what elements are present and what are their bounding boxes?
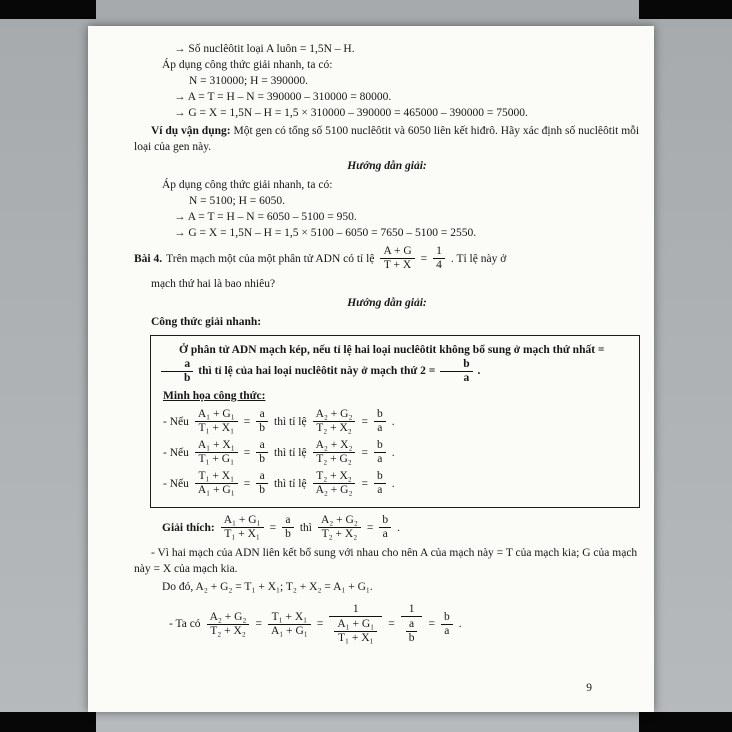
- fraction-denominator: [329, 617, 382, 645]
- fraction-numerator: A₂ + G₂: [318, 514, 361, 528]
- fraction-denominator: A₂ + G₂: [315, 484, 353, 496]
- photo-corner-bar-top-right: [639, 0, 732, 19]
- fraction-denominator: T₂ + X₂: [321, 528, 358, 540]
- fraction: [406, 618, 418, 645]
- fraction-numerator: A₁ + X₁: [195, 439, 238, 453]
- explanation-line: [162, 514, 640, 541]
- fraction-numerator: a: [256, 439, 268, 453]
- equals-sign: =: [388, 618, 395, 630]
- fraction-denominator: T₁ + X₁: [224, 528, 260, 540]
- fraction-denominator: T₁ + G₁: [198, 453, 235, 465]
- fraction-numerator: 1: [401, 603, 423, 617]
- fraction: [268, 611, 311, 638]
- fraction-numerator: A₁ + G₁: [195, 408, 238, 422]
- exercise-text: Trên mạch một của một phân tử ADN có tỉ lệ: [166, 252, 375, 265]
- fraction: [195, 408, 238, 435]
- fraction-denominator: T₂ + X₂: [210, 624, 246, 637]
- fraction-numerator: b: [374, 470, 386, 484]
- fraction-numerator: A₂ + G₂: [207, 611, 250, 625]
- fraction-numerator: A₂ + G₂: [313, 408, 356, 422]
- fraction: [374, 470, 386, 497]
- formula-row: [163, 439, 631, 466]
- example-label: Ví dụ vận dụng:: [151, 125, 231, 137]
- fraction: [441, 611, 453, 638]
- fraction: [374, 439, 386, 466]
- fraction-denominator: b: [259, 422, 265, 434]
- exercise-text-continued: mạch thứ hai là bao nhiêu?: [151, 278, 276, 290]
- fraction-denominator: A₁ + G₁: [197, 484, 235, 496]
- formula-text: thì tỉ lệ của hai loại nuclêôtit này ở mạch thứ 2 =: [198, 365, 436, 378]
- fraction: [334, 618, 377, 645]
- guide-heading: Hướng dẫn giải:: [347, 297, 427, 309]
- equals-sign: =: [361, 477, 368, 490]
- text-line: N = 5100; H = 6050.: [189, 195, 286, 207]
- fraction: [195, 470, 238, 497]
- row-text: thì tỉ lệ: [274, 477, 307, 490]
- equals-sign: =: [420, 252, 428, 265]
- equals-sign: =: [366, 521, 374, 534]
- illustration-heading: Minh họa công thức:: [163, 390, 266, 402]
- row-text: - Nếu: [163, 477, 189, 490]
- fraction: [161, 358, 193, 385]
- row-text: - Nếu: [163, 415, 189, 428]
- compound-fraction: [329, 603, 382, 645]
- equals-sign: =: [243, 415, 251, 428]
- text-line: → A = T = H – N = 390000 – 310000 = 80000.: [174, 91, 392, 103]
- fraction-denominator: a: [382, 528, 388, 540]
- row-text: thì: [299, 521, 312, 534]
- exercise-text: . Tỉ lệ này ở: [450, 252, 507, 265]
- fraction: [433, 245, 445, 272]
- row-text: thì tỉ lệ: [274, 415, 307, 428]
- text-line: N = 310000; H = 390000.: [189, 75, 309, 87]
- row-text: thì tỉ lệ: [274, 446, 307, 459]
- equals-sign: =: [243, 477, 251, 490]
- fraction-numerator: T₂ + X₂: [313, 470, 356, 484]
- fraction: [313, 439, 356, 466]
- fraction-denominator: T₁ + X₁: [198, 422, 235, 434]
- row-text: - Ta có: [169, 618, 201, 630]
- fraction-denominator: b: [285, 528, 291, 540]
- fraction-numerator: a: [256, 470, 268, 484]
- fraction: [256, 439, 268, 466]
- fraction-numerator: a: [406, 618, 418, 632]
- fraction-numerator: A₁ + G₁: [334, 618, 377, 632]
- formula-rows: [163, 408, 631, 497]
- photo-corner-bar-bottom-left: [0, 712, 96, 732]
- row-text: .: [391, 415, 395, 428]
- fraction-numerator: T₁ + X₁: [268, 611, 311, 625]
- fraction: [380, 245, 414, 272]
- explanation-label: Giải thích:: [162, 521, 215, 534]
- text-line: Áp dụng công thức giải nhanh, ta có:: [162, 59, 333, 71]
- formula-text: .: [477, 365, 481, 378]
- fraction: [374, 408, 386, 435]
- fraction: [256, 408, 268, 435]
- example-text: Một gen có tổng số 5100 nuclêôtit và 6050 liên kết hiđrô. Hãy xác định số nuclêôtit mỗi loại của gen này.: [134, 125, 640, 153]
- fraction-denominator: b: [408, 632, 415, 644]
- fraction-denominator: a: [463, 372, 470, 384]
- fraction-denominator: a: [377, 453, 383, 465]
- equals-sign: =: [316, 618, 324, 630]
- fraction-denominator: A₁ + G₁: [270, 624, 308, 637]
- fraction-numerator: b: [374, 408, 386, 422]
- compound-fraction: [401, 603, 423, 645]
- fraction-denominator: a: [377, 422, 383, 434]
- fraction-numerator: b: [374, 439, 386, 453]
- fraction-denominator: b: [184, 372, 191, 384]
- equals-sign: =: [361, 446, 368, 459]
- book-page: [88, 26, 654, 712]
- formula-heading: Công thức giải nhanh:: [151, 316, 262, 328]
- text-line: → Số nuclêôtit loại A luôn = 1,5N – H.: [174, 43, 355, 55]
- exercise-4-line: [134, 245, 640, 272]
- fraction: [221, 514, 264, 541]
- formula-box: [150, 335, 640, 508]
- fraction-denominator: T₂ + X₂: [316, 422, 352, 434]
- equals-sign: =: [255, 618, 262, 630]
- text-line: Do đó, A₂ + G₂ = T₁ + X₁; T₂ + X₂ = A₁ + G₁.: [162, 581, 373, 593]
- formula-text: Ở phân tử ADN mạch kép, nếu tỉ lệ hai loại nuclêôtit không bổ sung ở mạch thứ nhất =: [179, 344, 605, 356]
- text-line: Áp dụng công thức giải nhanh, ta có:: [162, 179, 333, 191]
- fraction-numerator: a: [161, 358, 193, 372]
- fraction-denominator: 4: [436, 259, 442, 271]
- text-line: → A = T = H – N = 6050 – 5100 = 950.: [174, 211, 357, 223]
- fraction-denominator: T + X: [383, 259, 412, 271]
- equals-sign: =: [428, 618, 435, 630]
- fraction-numerator: b: [440, 358, 472, 372]
- photo-corner-bar-top-left: [0, 0, 96, 19]
- guide-heading: Hướng dẫn giải:: [347, 160, 427, 172]
- equals-sign: =: [243, 446, 251, 459]
- fraction: [195, 439, 238, 466]
- text-line: → G = X = 1,5N – H = 1,5 × 5100 – 6050 = 7650 – 5100 = 2550.: [174, 227, 477, 239]
- fraction: [207, 611, 250, 638]
- fraction-denominator: a: [377, 484, 383, 496]
- fraction-denominator: b: [259, 453, 265, 465]
- fraction-numerator: A₁ + G₁: [221, 514, 264, 528]
- row-text: - Nếu: [163, 446, 189, 459]
- fraction-numerator: a: [282, 514, 294, 528]
- fraction: [256, 470, 268, 497]
- fraction-numerator: A₂ + X₂: [313, 439, 356, 453]
- fraction: [379, 514, 391, 541]
- fraction: [313, 470, 356, 497]
- example-paragraph: [134, 123, 640, 155]
- equals-sign: =: [361, 415, 368, 428]
- formula-row: [163, 408, 631, 435]
- explanation-paragraph: - Vì hai mạch của ADN liên kết bổ sung với nhau cho nên A của mạch này = T của mạch kia; G của mạch này = X của mạch kia.: [134, 547, 638, 575]
- row-text: .: [391, 446, 395, 459]
- formula-statement: [159, 342, 631, 385]
- fraction-numerator: T₁ + X₁: [195, 470, 238, 484]
- formula-row: [163, 470, 631, 497]
- fraction-denominator: T₁ + X₁: [337, 632, 374, 644]
- photo-corner-bar-bottom-right: [639, 712, 732, 732]
- conclusion-line: [169, 603, 640, 645]
- fraction-numerator: b: [441, 611, 453, 625]
- fraction-numerator: 1: [329, 603, 382, 617]
- row-text: .: [397, 521, 400, 534]
- fraction-denominator: T₂ + G₂: [316, 453, 352, 465]
- fraction-denominator: b: [259, 484, 265, 496]
- fraction-numerator: A + G: [380, 245, 414, 259]
- exercise-label: Bài 4.: [134, 252, 163, 265]
- fraction-numerator: 1: [433, 245, 445, 259]
- fraction-denominator: a: [444, 624, 450, 637]
- fraction-numerator: b: [379, 514, 391, 528]
- row-text: .: [458, 618, 462, 630]
- fraction-denominator: [401, 617, 423, 645]
- row-text: .: [391, 477, 395, 490]
- page-number: 9: [586, 682, 592, 694]
- fraction: [282, 514, 294, 541]
- fraction: [313, 408, 356, 435]
- equals-sign: =: [269, 521, 277, 534]
- fraction-numerator: a: [256, 408, 268, 422]
- text-line: → G = X = 1,5N – H = 1,5 × 310000 – 390000 = 465000 – 390000 = 75000.: [174, 107, 528, 119]
- fraction: [318, 514, 361, 541]
- fraction: [440, 358, 472, 385]
